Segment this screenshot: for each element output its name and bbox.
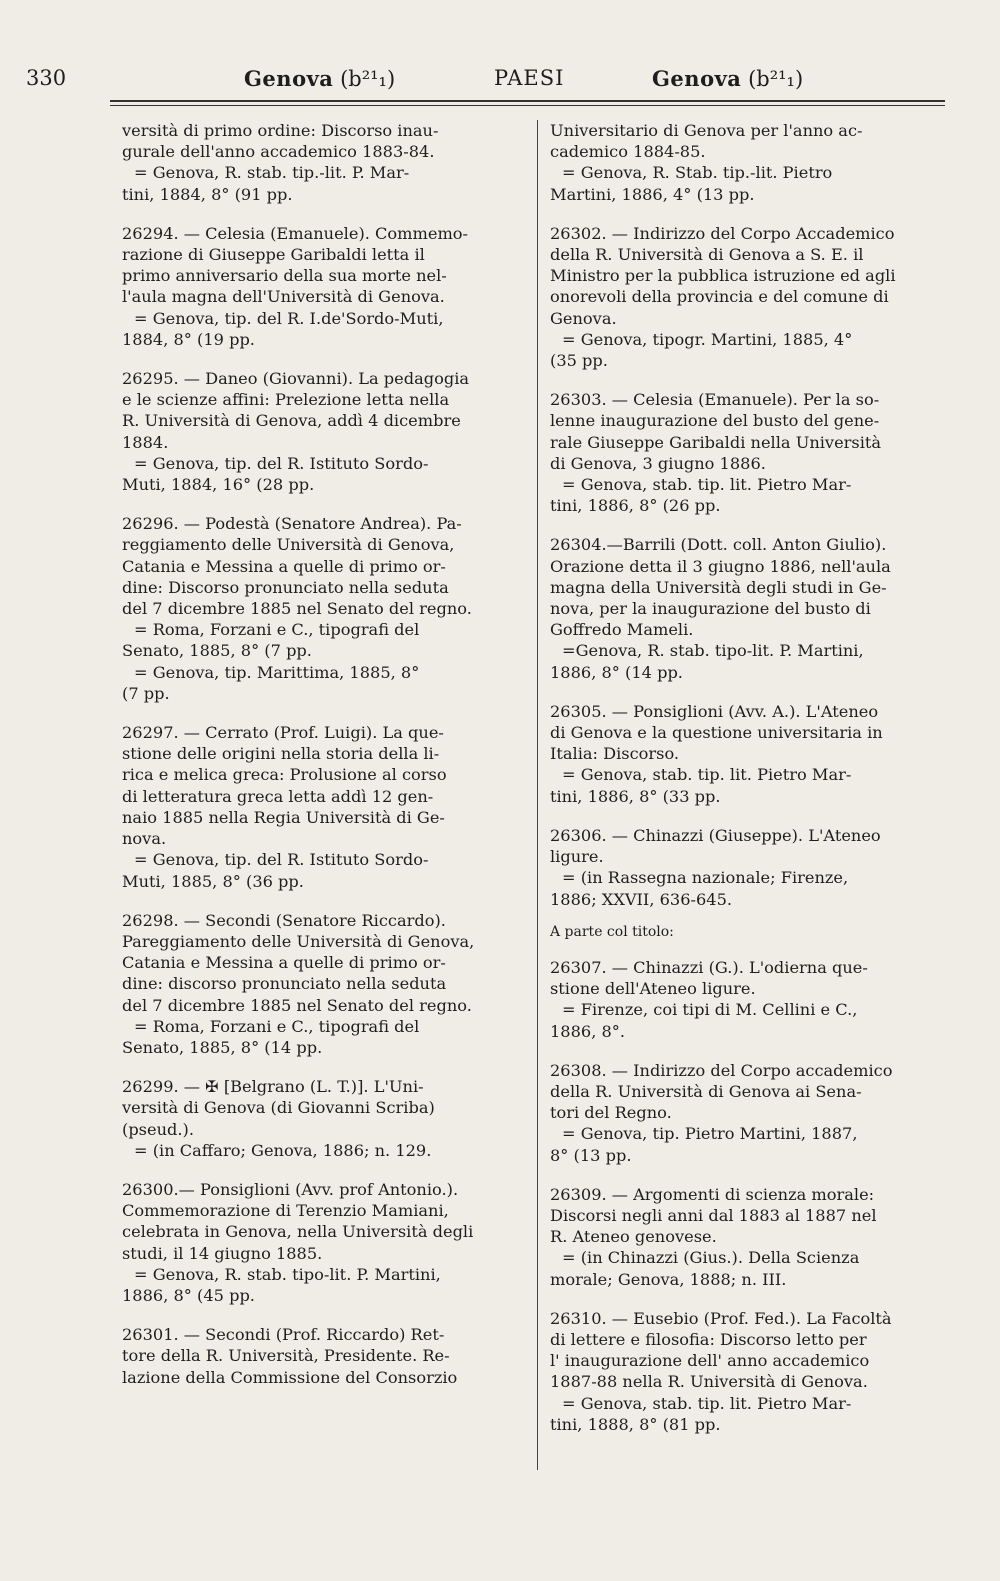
bibliography-entry <box>550 1184 945 1290</box>
header-right <box>652 66 803 91</box>
entry-line: = Genova, stab. tip. lit. Pietro Mar- <box>562 765 852 785</box>
entry-line: dine: Discorso pronunciato nella seduta <box>122 577 449 597</box>
entry-line: del 7 dicembre 1885 nel Senato del regno. <box>122 599 472 619</box>
entry-line: R. Università di Genova, addì 4 dicembre <box>122 411 461 431</box>
entry-line: morale; Genova, 1888; n. III. <box>550 1269 787 1289</box>
entry-line: 26309. — Argomenti di scienza morale: <box>550 1184 875 1204</box>
bibliography-entry <box>550 1060 945 1166</box>
header-left <box>244 66 395 91</box>
entry-line: di letteratura greca letta addì 12 gen- <box>122 786 434 806</box>
entry-line: del 7 dicembre 1885 nel Senato del regno. <box>122 995 472 1015</box>
bibliography-entry <box>550 223 945 371</box>
entry-line: Senato, 1885, 8° (14 pp. <box>122 1037 323 1057</box>
entry-line: Goffredo Mameli. <box>550 620 694 640</box>
entry-line: 26305. — Ponsiglioni (Avv. A.). L'Ateneo <box>550 701 879 721</box>
entry-line: Catania e Messina a quelle di primo or- <box>122 953 446 973</box>
entry-line: 1884, 8° (19 pp. <box>122 329 255 349</box>
entry-line: 1887-88 nella R. Università di Genova. <box>550 1372 868 1392</box>
entry-line: R. Ateneo genovese. <box>550 1227 717 1247</box>
bibliography-entry <box>550 389 945 516</box>
entry-line: = Roma, Forzani e C., tipografi del <box>134 1016 420 1036</box>
entry-line: 26294. — Celesia (Emanuele). Commemo- <box>122 223 469 243</box>
entry-line: nova. <box>122 829 167 849</box>
entry-line: stione delle origini nella storia della li- <box>122 744 440 764</box>
entry-line: tini, 1888, 8° (81 pp. <box>550 1414 721 1434</box>
entry-line: = Genova, R. Stab. tip.-lit. Pietro <box>562 163 833 183</box>
entry-line: (7 pp. <box>122 683 170 703</box>
entry-line: stione dell'Ateneo ligure. <box>550 979 756 999</box>
entry-line: 1886, 8° (14 pp. <box>550 662 683 682</box>
entry-line: 8° (13 pp. <box>550 1145 632 1165</box>
entry-line: 26299. — ✠ [Belgrano (L. T.)]. L'Uni- <box>122 1077 424 1097</box>
bibliography-entry <box>550 534 945 682</box>
entry-line: tore della R. Università, Presidente. Re- <box>122 1346 450 1366</box>
entry-line: rica e melica greca: Prolusione al corso <box>122 765 447 785</box>
entry-line: = Genova, R. stab. tip.-lit. P. Mar- <box>134 163 410 183</box>
entry-line: Italia: Discorso. <box>550 744 680 764</box>
entry-line: = Firenze, coi tipi di M. Cellini e C., <box>562 1000 858 1020</box>
bibliography-entry <box>122 120 517 205</box>
bibliography-entry <box>122 513 517 704</box>
entry-line: 26302. — Indirizzo del Corpo Accademico <box>550 223 895 243</box>
bibliography-entry <box>122 1076 517 1161</box>
header-right-title: Genova <box>652 66 742 91</box>
entry-line: (35 pp. <box>550 351 608 371</box>
entry-line: 26303. — Celesia (Emanuele). Per la so- <box>550 390 880 410</box>
bibliography-entry <box>550 1308 945 1435</box>
entry-line: Commemorazione di Terenzio Mamiani, <box>122 1201 449 1221</box>
entry-line: tori del Regno. <box>550 1103 672 1123</box>
bibliography-entry <box>122 722 517 892</box>
entry-line: 1886; XXVII, 636-645. <box>550 889 733 909</box>
entry-line: primo anniversario della sua morte nel- <box>122 266 447 286</box>
entry-line: = Roma, Forzani e C., tipografi del <box>134 620 420 640</box>
header-rule-thick <box>110 100 945 102</box>
entry-line: nova, per la inaugurazione del busto di <box>550 599 871 619</box>
bibliography-entry <box>122 1324 517 1388</box>
entry-line: Catania e Messina a quelle di primo or- <box>122 556 446 576</box>
entry-line: lenne inaugurazione del busto del gene- <box>550 411 880 431</box>
entry-line: Discorsi negli anni dal 1883 al 1887 nel <box>550 1205 877 1225</box>
entry-line: Pareggiamento delle Università di Genova, <box>122 931 475 951</box>
entry-line: della R. Università di Genova ai Sena- <box>550 1081 862 1101</box>
entry-line: e le scienze affini: Prelezione letta nella <box>122 390 450 410</box>
entry-line: celebrata in Genova, nella Università degli <box>122 1222 474 1242</box>
entry-line: 26296. — Podestà (Senatore Andrea). Pa- <box>122 514 462 534</box>
bibliography-entry <box>122 1179 517 1306</box>
bibliography-entry <box>550 957 945 1042</box>
column-divider <box>537 120 538 1470</box>
entry-line: dine: discorso pronunciato nella seduta <box>122 974 447 994</box>
header-center-title: PAESI <box>494 66 565 90</box>
entry-line: 26297. — Cerrato (Prof. Luigi). La que- <box>122 723 444 743</box>
entry-line: magna della Università degli studi in Ge- <box>550 577 887 597</box>
bibliography-entry <box>550 120 945 205</box>
entry-line: 1886, 8° (45 pp. <box>122 1285 255 1305</box>
entry-line: di Genova e la questione universitaria in <box>550 723 883 743</box>
entry-line: 26300.— Ponsiglioni (Avv. prof Antonio.). <box>122 1179 459 1199</box>
entry-line: studi, il 14 giugno 1885. <box>122 1243 323 1263</box>
entry-line: ligure. <box>550 847 604 867</box>
entry-line: 26295. — Daneo (Giovanni). La pedagogia <box>122 369 470 389</box>
entry-line: = (in Caffaro; Genova, 1886; n. 129. <box>134 1140 432 1160</box>
entry-line: = (in Chinazzi (Gius.). Della Scienza <box>562 1248 860 1268</box>
entry-line: versità di Genova (di Giovanni Scriba) <box>122 1098 435 1118</box>
entry-line: 26308. — Indirizzo del Corpo accademico <box>550 1060 893 1080</box>
header-left-title: Genova <box>244 66 334 91</box>
entry-line: l' inaugurazione dell' anno accademico <box>550 1351 870 1371</box>
entry-line: 26304.—Barrili (Dott. coll. Anton Giulio). <box>550 535 887 555</box>
bibliography-entry <box>550 701 945 807</box>
entry-line: reggiamento delle Università di Genova, <box>122 535 455 555</box>
entry-line: 1886, 8°. <box>550 1021 626 1041</box>
entry-line: Orazione detta il 3 giugno 1886, nell'aula <box>550 556 891 576</box>
entry-line: naio 1885 nella Regia Università di Ge- <box>122 807 445 827</box>
entry-line: rale Giuseppe Garibaldi nella Università <box>550 432 882 452</box>
entry-line: (pseud.). <box>122 1119 194 1139</box>
entry-line: = Genova, tip. del R. Istituto Sordo- <box>134 850 429 870</box>
bibliography-entry <box>550 825 945 910</box>
entry-line: = Genova, R. stab. tipo-lit. P. Martini, <box>134 1264 441 1284</box>
entry-line: Genova. <box>550 308 617 328</box>
entry-line: Martini, 1886, 4° (13 pp. <box>550 184 755 204</box>
entry-line: Senato, 1885, 8° (7 pp. <box>122 641 312 661</box>
entry-line: lazione della Commissione del Consorzio <box>122 1367 458 1387</box>
entry-line: = Genova, tip. Marittima, 1885, 8° <box>134 662 420 682</box>
entry-line: 26310. — Eusebio (Prof. Fed.). La Facoltà <box>550 1308 892 1328</box>
entry-line: Ministro per la pubblica istruzione ed agli <box>550 266 896 286</box>
entry-line: versità di primo ordine: Discorso inau- <box>122 121 439 140</box>
bibliography-entry <box>122 223 517 350</box>
entry-line: tini, 1886, 8° (26 pp. <box>550 496 721 516</box>
entry-line: = Genova, tip. Pietro Martini, 1887, <box>562 1124 858 1144</box>
right-column <box>550 120 945 1453</box>
entry-line: onorevoli della provincia e del comune di <box>550 287 889 307</box>
entry-line: =Genova, R. stab. tipo-lit. P. Martini, <box>562 641 864 661</box>
entry-line: 1884. <box>122 432 169 452</box>
entry-line: cademico 1884-85. <box>550 142 706 162</box>
entry-line: Universitario di Genova per l'anno ac- <box>550 121 863 140</box>
entry-line: 26298. — Secondi (Senatore Riccardo). <box>122 910 446 930</box>
entry-line: 26307. — Chinazzi (G.). L'odierna que- <box>550 957 868 977</box>
entry-line: tini, 1886, 8° (33 pp. <box>550 786 721 806</box>
entry-line: di Genova, 3 giugno 1886. <box>550 453 766 473</box>
entry-line: Muti, 1885, 8° (36 pp. <box>122 871 304 891</box>
entry-line: = Genova, stab. tip. lit. Pietro Mar- <box>562 1393 852 1413</box>
left-column <box>122 120 517 1406</box>
entry-line: = (in Rassegna nazionale; Firenze, <box>562 868 849 888</box>
header-left-code: (b²¹₁) <box>340 67 396 91</box>
entry-line: della R. Università di Genova a S. E. il <box>550 245 864 265</box>
header-right-code: (b²¹₁) <box>748 67 804 91</box>
running-header <box>26 60 946 100</box>
entry-line: = Genova, tip. del R. I.de'Sordo-Muti, <box>134 308 444 328</box>
entry-line: gurale dell'anno accademico 1883-84. <box>122 142 435 162</box>
bibliography-entry <box>122 910 517 1058</box>
bibliography-entry <box>122 368 517 495</box>
column-note: A parte col titolo: <box>550 923 674 940</box>
entry-line: di lettere e filosofia: Discorso letto per <box>550 1329 867 1349</box>
entry-line: 26301. — Secondi (Prof. Riccardo) Ret- <box>122 1325 445 1345</box>
entry-line: = Genova, tipogr. Martini, 1885, 4° <box>562 329 853 349</box>
entry-line: tini, 1884, 8° (91 pp. <box>122 184 293 204</box>
entry-line: razione di Giuseppe Garibaldi letta il <box>122 245 425 265</box>
entry-line: Muti, 1884, 16° (28 pp. <box>122 475 315 495</box>
entry-line: = Genova, tip. del R. Istituto Sordo- <box>134 453 429 473</box>
page-number: 330 <box>26 66 67 90</box>
entry-line: l'aula magna dell'Università di Genova. <box>122 287 445 307</box>
header-rule-thin <box>110 105 945 106</box>
entry-line: 26306. — Chinazzi (Giuseppe). L'Ateneo <box>550 825 881 845</box>
entry-line: = Genova, stab. tip. lit. Pietro Mar- <box>562 475 852 495</box>
